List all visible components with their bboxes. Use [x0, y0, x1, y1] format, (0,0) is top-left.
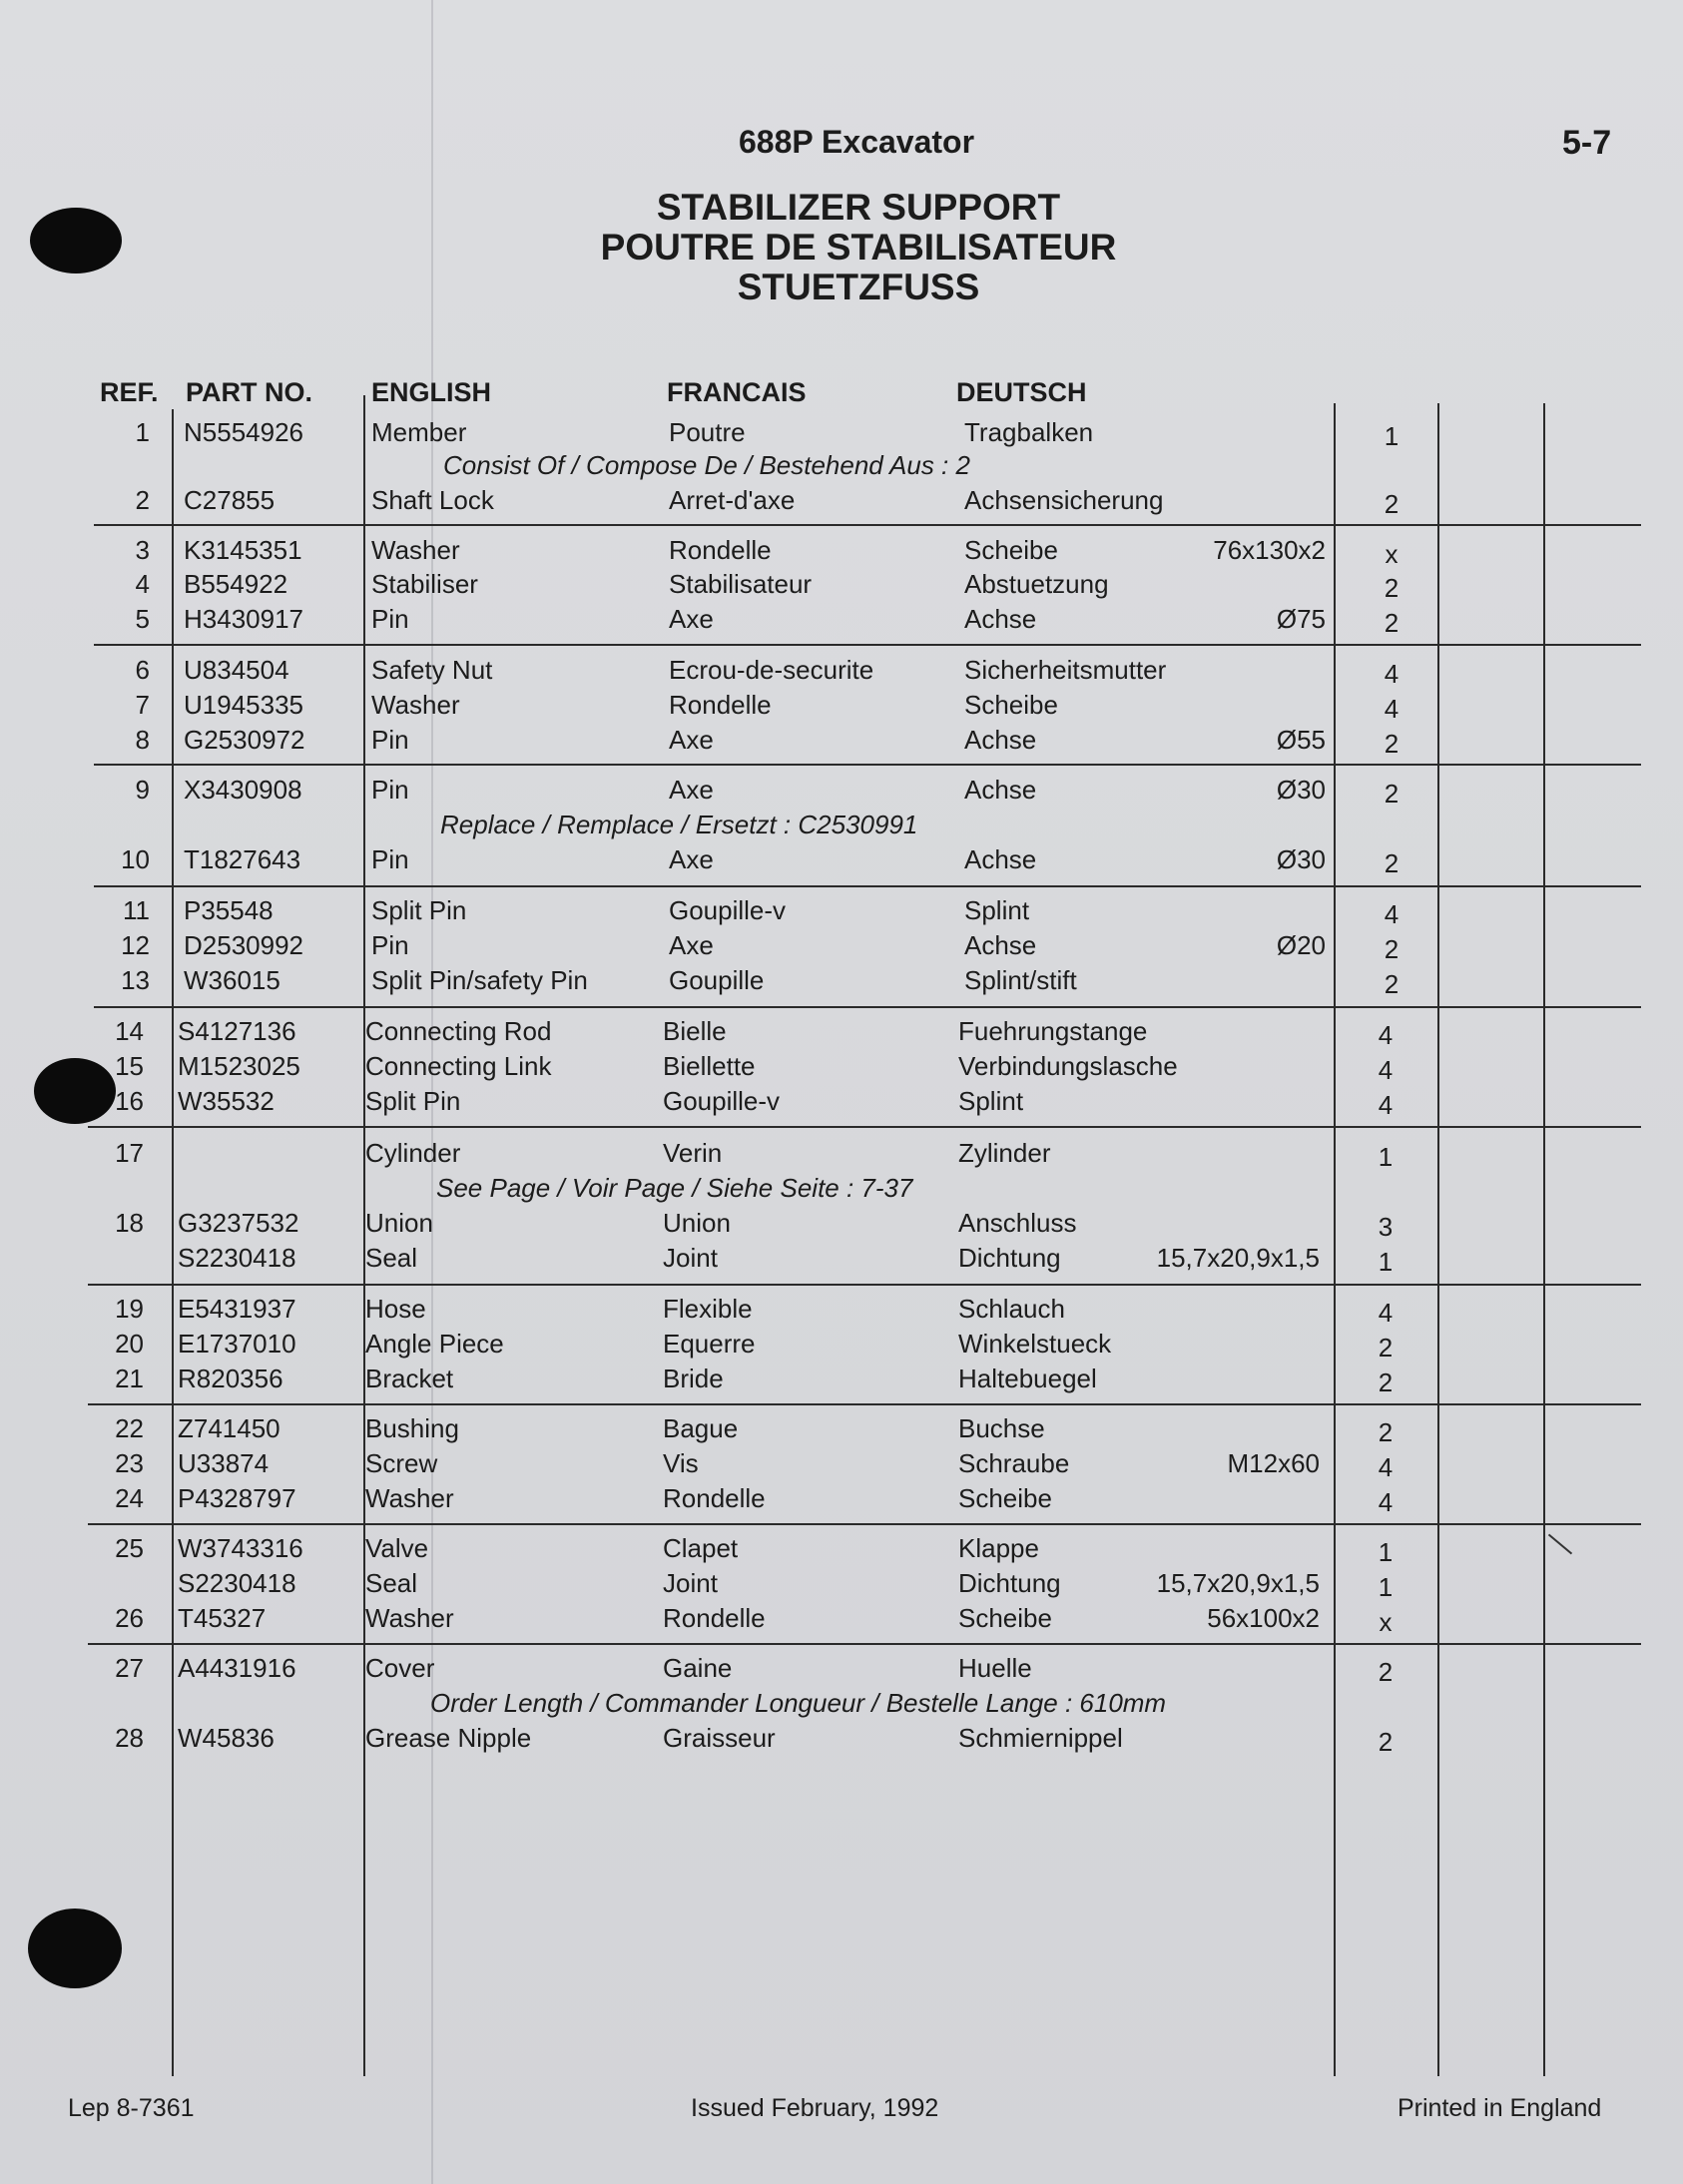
footer-doc-ref: Lep 8-7361: [68, 2094, 195, 2122]
row-quantity: 1: [1378, 1142, 1394, 1172]
row-quantity: 4: [1378, 1452, 1394, 1482]
row-dimension: Ø55: [1276, 725, 1326, 755]
row-quantity: 2: [1384, 729, 1400, 759]
row-deutsch: Achse: [964, 775, 1037, 805]
row-quantity: 1: [1378, 1537, 1394, 1567]
row-english: Grease Nipple: [365, 1723, 532, 1753]
row-quantity: 2: [1378, 1657, 1394, 1687]
group-divider: [88, 1523, 1641, 1525]
binder-hole-top: [30, 208, 122, 273]
row-deutsch: Scheibe: [964, 535, 1058, 565]
row-part-no: C27855: [184, 485, 276, 515]
row-deutsch: Dichtung: [958, 1568, 1061, 1598]
row-deutsch: Abstuetzung: [964, 569, 1109, 599]
row-deutsch: Zylinder: [958, 1138, 1051, 1168]
row-ref: 7: [135, 690, 150, 720]
row-english: Union: [365, 1208, 433, 1238]
row-quantity: 2: [1378, 1367, 1394, 1397]
row-francais: Bague: [663, 1413, 739, 1443]
row-part-no: W36015: [184, 965, 280, 995]
row-ref: 6: [135, 655, 150, 685]
row-english: Washer: [365, 1603, 454, 1633]
row-dimension: 15,7x20,9x1,5: [1156, 1243, 1320, 1273]
row-ref: 15: [115, 1051, 144, 1081]
row-francais: Bielle: [663, 1016, 727, 1046]
row-dimension: 15,7x20,9x1,5: [1156, 1568, 1320, 1598]
table-note: Order Length / Commander Longueur / Bestelle Lange : 610mm: [430, 1688, 1167, 1718]
row-dimension: 56x100x2: [1207, 1603, 1320, 1633]
row-ref: 12: [121, 930, 150, 960]
title-german: STUETZFUSS: [737, 267, 980, 307]
row-english: Pin: [371, 604, 409, 634]
group-divider: [94, 524, 1641, 526]
page-number: 5-7: [1562, 124, 1612, 162]
title-french: POUTRE DE STABILISATEUR: [600, 227, 1117, 268]
row-quantity: 4: [1378, 1487, 1394, 1517]
row-deutsch: Schmiernippel: [958, 1723, 1123, 1753]
row-francais: Ecrou-de-securite: [669, 655, 874, 685]
row-francais: Axe: [669, 844, 714, 874]
row-english: Connecting Link: [365, 1051, 552, 1081]
row-dimension: Ø75: [1276, 604, 1326, 634]
row-deutsch: Achsensicherung: [964, 485, 1164, 515]
row-english: Cylinder: [365, 1138, 461, 1168]
row-part-no: S2230418: [178, 1568, 296, 1598]
row-part-no: H3430917: [184, 604, 303, 634]
column-divider: [1334, 403, 1336, 2076]
row-english: Pin: [371, 725, 409, 755]
row-quantity: 2: [1384, 573, 1400, 603]
row-ref: 20: [115, 1329, 144, 1359]
row-deutsch: Haltebuegel: [958, 1364, 1097, 1393]
row-english: Stabiliser: [371, 569, 478, 599]
row-francais: Joint: [663, 1243, 718, 1273]
row-deutsch: Verbindungslasche: [958, 1051, 1178, 1081]
row-english: Washer: [371, 535, 460, 565]
row-quantity: 4: [1384, 899, 1400, 929]
title-english: STABILIZER SUPPORT: [656, 187, 1061, 228]
row-ref: 3: [135, 535, 150, 565]
row-part-no: S4127136: [178, 1016, 296, 1046]
row-quantity: 1: [1378, 1572, 1394, 1602]
row-ref: 17: [115, 1138, 144, 1168]
row-deutsch: Scheibe: [964, 690, 1058, 720]
row-part-no: A4431916: [178, 1653, 296, 1683]
row-deutsch: Schlauch: [958, 1294, 1065, 1324]
row-deutsch: Achse: [964, 930, 1037, 960]
row-ref: 16: [115, 1086, 144, 1116]
row-quantity: 2: [1384, 969, 1400, 999]
row-deutsch: Achse: [964, 604, 1037, 634]
row-english: Safety Nut: [371, 655, 493, 685]
row-ref: 21: [115, 1364, 144, 1393]
row-francais: Clapet: [663, 1533, 739, 1563]
row-ref: 23: [115, 1448, 144, 1478]
row-ref: 22: [115, 1413, 144, 1443]
row-deutsch: Scheibe: [958, 1603, 1052, 1633]
row-quantity: 3: [1378, 1212, 1394, 1242]
row-dimension: M12x60: [1227, 1448, 1320, 1478]
row-part-no: T45327: [178, 1603, 267, 1633]
row-part-no: E1737010: [178, 1329, 296, 1359]
row-ref: 25: [115, 1533, 144, 1563]
row-deutsch: Huelle: [958, 1653, 1032, 1683]
row-francais: Bride: [663, 1364, 724, 1393]
row-quantity: 4: [1384, 659, 1400, 689]
row-part-no: N5554926: [184, 417, 303, 447]
row-english: Split Pin: [371, 895, 467, 925]
column-divider: [1437, 403, 1439, 2076]
row-english: Hose: [365, 1294, 426, 1324]
row-ref: 4: [135, 569, 150, 599]
table-note: Replace / Remplace / Ersetzt : C2530991: [440, 810, 918, 839]
row-part-no: D2530992: [184, 930, 303, 960]
row-francais: Goupille: [669, 965, 765, 995]
row-part-no: K3145351: [184, 535, 302, 565]
row-part-no: E5431937: [178, 1294, 296, 1324]
row-quantity: 2: [1378, 1727, 1394, 1757]
group-divider: [94, 764, 1641, 766]
row-francais: Goupille-v: [669, 895, 787, 925]
row-francais: Arret-d'axe: [669, 485, 796, 515]
row-english: Member: [371, 417, 467, 447]
row-english: Cover: [365, 1653, 435, 1683]
column-header-ref: REF.: [100, 377, 159, 407]
row-english: Bushing: [365, 1413, 459, 1443]
row-quantity: 4: [1378, 1298, 1394, 1328]
row-ref: 27: [115, 1653, 144, 1683]
row-deutsch: Tragbalken: [964, 417, 1094, 447]
row-part-no: X3430908: [184, 775, 302, 805]
row-francais: Axe: [669, 725, 714, 755]
row-part-no: W3743316: [178, 1533, 303, 1563]
row-part-no: G2530972: [184, 725, 305, 755]
row-quantity: 2: [1384, 779, 1400, 809]
row-francais: Equerre: [663, 1329, 756, 1359]
row-deutsch: Sicherheitsmutter: [964, 655, 1167, 685]
column-header-english: ENGLISH: [371, 377, 492, 407]
row-ref: 11: [123, 895, 150, 925]
group-divider: [94, 1006, 1641, 1008]
row-quantity: 2: [1384, 489, 1400, 519]
group-divider: [88, 1284, 1641, 1286]
row-part-no: M1523025: [178, 1051, 300, 1081]
group-divider: [88, 1126, 1641, 1128]
row-dimension: Ø30: [1276, 775, 1326, 805]
row-english: Pin: [371, 930, 409, 960]
row-quantity: x: [1379, 1607, 1393, 1637]
row-ref: 2: [135, 485, 150, 515]
row-part-no: T1827643: [184, 844, 301, 874]
row-part-no: S2230418: [178, 1243, 296, 1273]
row-english: Split Pin: [365, 1086, 461, 1116]
row-quantity: 4: [1384, 694, 1400, 724]
column-header-part-no: PART NO.: [186, 377, 312, 407]
table-note: Consist Of / Compose De / Bestehend Aus : 2: [443, 450, 970, 480]
row-quantity: 1: [1378, 1247, 1394, 1277]
row-dimension: Ø30: [1276, 844, 1326, 874]
row-english: Connecting Rod: [365, 1016, 552, 1046]
row-francais: Vis: [663, 1448, 699, 1478]
row-francais: Poutre: [669, 417, 746, 447]
row-part-no: U1945335: [184, 690, 303, 720]
row-ref: 10: [121, 844, 150, 874]
row-francais: Rondelle: [669, 535, 772, 565]
row-deutsch: Splint/stift: [964, 965, 1077, 995]
row-ref: 26: [115, 1603, 144, 1633]
footer-issue-date: Issued February, 1992: [691, 2094, 939, 2122]
row-english: Seal: [365, 1568, 418, 1598]
row-francais: Stabilisateur: [669, 569, 813, 599]
row-english: Valve: [365, 1533, 429, 1563]
row-english: Pin: [371, 844, 409, 874]
row-deutsch: Dichtung: [958, 1243, 1061, 1273]
row-francais: Goupille-v: [663, 1086, 781, 1116]
row-francais: Joint: [663, 1568, 718, 1598]
column-header-deutsch: DEUTSCH: [956, 377, 1087, 407]
row-quantity: 2: [1384, 608, 1400, 638]
row-quantity: 2: [1384, 848, 1400, 878]
row-english: Washer: [371, 690, 460, 720]
row-deutsch: Scheibe: [958, 1483, 1052, 1513]
column-divider: [1543, 403, 1545, 2076]
row-english: Angle Piece: [365, 1329, 504, 1359]
row-deutsch: Buchse: [958, 1413, 1045, 1443]
row-english: Seal: [365, 1243, 418, 1273]
group-divider: [94, 885, 1641, 887]
group-divider: [88, 1403, 1641, 1405]
row-francais: Axe: [669, 775, 714, 805]
row-quantity: 4: [1378, 1055, 1394, 1085]
row-part-no: P35548: [184, 895, 274, 925]
column-header-francais: FRANCAIS: [667, 377, 807, 407]
row-deutsch: Achse: [964, 844, 1037, 874]
group-divider: [94, 644, 1641, 646]
row-quantity: x: [1385, 539, 1399, 569]
row-ref: 13: [121, 965, 150, 995]
binder-hole-bottom: [28, 1909, 122, 1988]
row-ref: 5: [135, 604, 150, 634]
row-deutsch: Schraube: [958, 1448, 1070, 1478]
row-ref: 8: [135, 725, 150, 755]
row-ref: 18: [115, 1208, 144, 1238]
row-quantity: 2: [1378, 1333, 1394, 1363]
row-part-no: R820356: [178, 1364, 283, 1393]
column-divider: [363, 395, 365, 2076]
row-part-no: W35532: [178, 1086, 275, 1116]
row-ref: 1: [135, 417, 150, 447]
row-quantity: 2: [1378, 1417, 1394, 1447]
row-part-no: P4328797: [178, 1483, 296, 1513]
row-deutsch: Achse: [964, 725, 1037, 755]
row-deutsch: Fuehrungstange: [958, 1016, 1148, 1046]
row-quantity: 4: [1378, 1020, 1394, 1050]
group-divider: [88, 1643, 1641, 1645]
row-english: Washer: [365, 1483, 454, 1513]
pen-mark: [1548, 1534, 1572, 1555]
row-francais: Union: [663, 1208, 731, 1238]
row-quantity: 2: [1384, 934, 1400, 964]
model-name: 688P Excavator: [739, 124, 975, 160]
row-deutsch: Winkelstueck: [958, 1329, 1112, 1359]
row-english: Bracket: [365, 1364, 454, 1393]
row-part-no: U834504: [184, 655, 289, 685]
row-english: Pin: [371, 775, 409, 805]
row-francais: Verin: [663, 1138, 723, 1168]
row-francais: Graisseur: [663, 1723, 776, 1753]
row-deutsch: Anschluss: [958, 1208, 1077, 1238]
row-quantity: 4: [1378, 1090, 1394, 1120]
row-english: Shaft Lock: [371, 485, 494, 515]
table-note: See Page / Voir Page / Siehe Seite : 7-37: [436, 1173, 913, 1203]
row-francais: Gaine: [663, 1653, 733, 1683]
column-divider: [172, 409, 174, 2076]
row-francais: Axe: [669, 604, 714, 634]
row-part-no: B554922: [184, 569, 288, 599]
row-part-no: Z741450: [178, 1413, 280, 1443]
row-francais: Rondelle: [663, 1483, 766, 1513]
row-english: Screw: [365, 1448, 438, 1478]
row-ref: 19: [115, 1294, 144, 1324]
row-francais: Axe: [669, 930, 714, 960]
footer-printed-in: Printed in England: [1398, 2094, 1602, 2122]
row-ref: 24: [115, 1483, 144, 1513]
row-francais: Rondelle: [669, 690, 772, 720]
row-deutsch: Splint: [958, 1086, 1024, 1116]
row-ref: 14: [115, 1016, 144, 1046]
row-francais: Flexible: [663, 1294, 753, 1324]
row-francais: Rondelle: [663, 1603, 766, 1633]
page-titles: [499, 188, 1218, 307]
row-francais: Biellette: [663, 1051, 756, 1081]
row-part-no: G3237532: [178, 1208, 299, 1238]
row-deutsch: Splint: [964, 895, 1030, 925]
row-part-no: U33874: [178, 1448, 270, 1478]
row-deutsch: Klappe: [958, 1533, 1039, 1563]
row-dimension: 76x130x2: [1213, 535, 1326, 565]
row-english: Split Pin/safety Pin: [371, 965, 588, 995]
row-part-no: W45836: [178, 1723, 275, 1753]
row-ref: 9: [135, 775, 150, 805]
row-ref: 28: [115, 1723, 144, 1753]
row-quantity: 1: [1384, 421, 1400, 451]
row-dimension: Ø20: [1276, 930, 1326, 960]
